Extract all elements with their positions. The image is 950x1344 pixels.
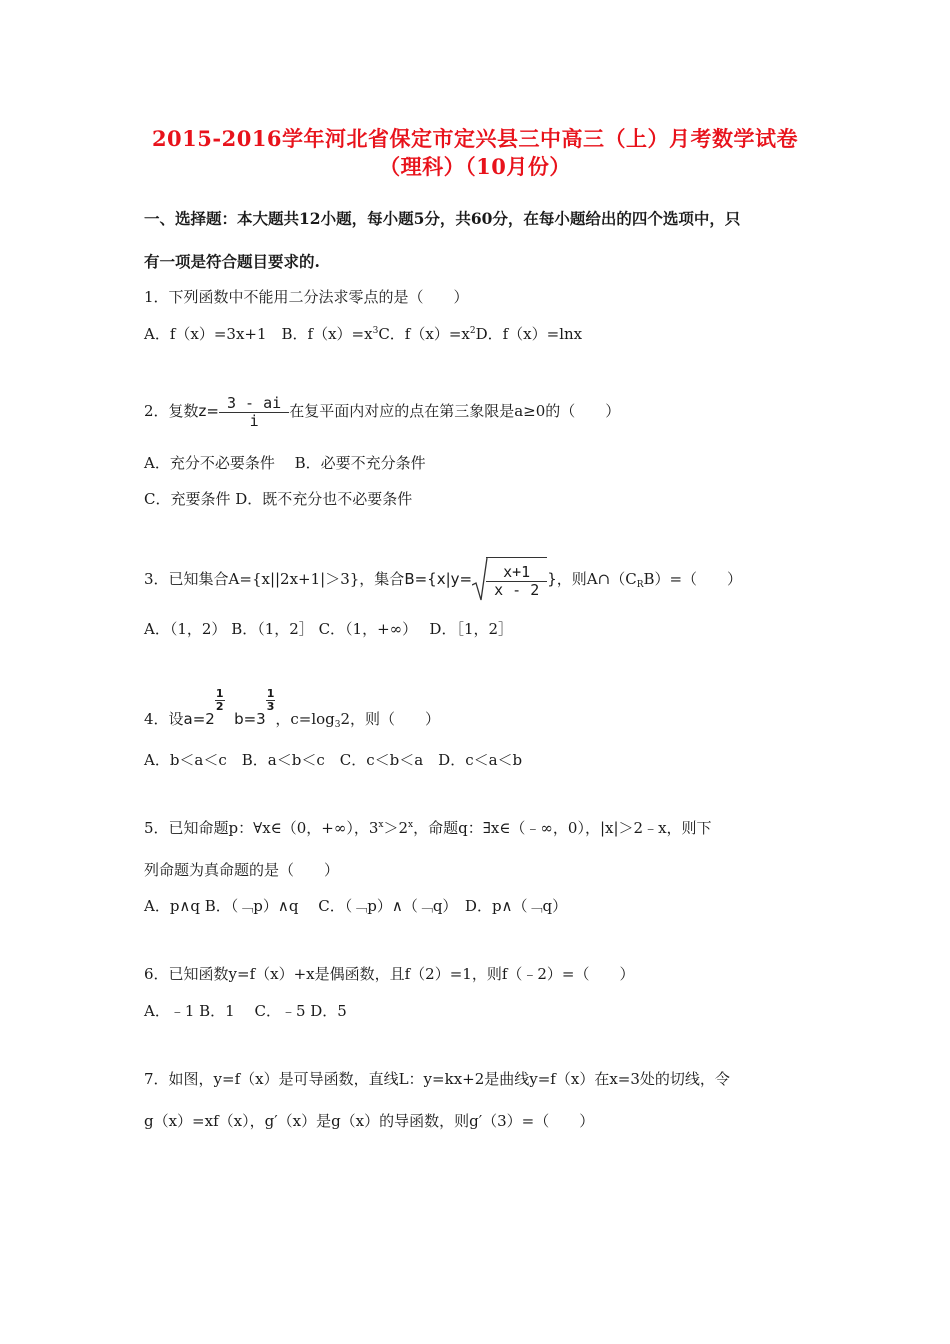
q5-options: A．p∧q B．（﹁p）∧q C．（﹁p）∧（﹁q） D．p∧（﹁q） xyxy=(144,897,568,915)
q4-c-subscript: 3 xyxy=(334,720,341,730)
q4-prefix: 4．设 xyxy=(144,710,184,728)
q3-fraction xyxy=(486,564,547,599)
q4-b-expression xyxy=(234,688,275,742)
q2-options-ab: A．充分不必要条件 B．必要不充分条件 xyxy=(144,454,426,472)
q3-options: A．（1，2） B．（1，2］ C．（1，+∞） D．［1，2］ xyxy=(144,620,514,638)
q2-numerator: 3 - ai xyxy=(219,395,289,413)
q4-a-exp-num: 1 xyxy=(215,687,224,700)
q4-b-exponent xyxy=(266,688,276,713)
q4-a-label: a=2 xyxy=(183,710,215,728)
q1-option-d: D．f（x）=lnx xyxy=(475,325,583,343)
q4-a-exp-den: 2 xyxy=(215,700,224,713)
q1-option-ab: A．f（x）=3x+1 B．f（x）=x xyxy=(144,325,373,343)
q4-b-label: b=3 xyxy=(234,710,266,728)
q2-suffix: 在复平面内对应的点在第三象限是a≥0的（ ） xyxy=(289,402,621,420)
q1-exponent-c: 2 xyxy=(469,326,476,336)
q3-suffix1: ，则A∩（C xyxy=(556,570,637,588)
q4-a-expression xyxy=(184,688,225,742)
q5-exponent-2: x xyxy=(408,820,414,830)
q5-part-c: ，命题q：∃x∈（﹣∞，0），|x|＞2﹣x，则下 xyxy=(413,819,712,837)
q2-fraction xyxy=(219,395,289,430)
q1-options xyxy=(144,324,582,344)
q3-sqrt xyxy=(472,557,547,604)
q5-stem-line2: 列命题为真命题的是（ ） xyxy=(144,861,340,879)
q3-subscript-r: R xyxy=(636,580,644,590)
q5-exponent-1: x xyxy=(378,820,384,830)
sqrt-radical-icon xyxy=(472,557,488,601)
q6-options: A．﹣1 B．1 C．﹣5 D．5 xyxy=(144,1002,347,1020)
q7-stem-line1: 7．如图，y=f（x）是可导函数，直线L：y=kx+2是曲线y=f（x）在x=3处的切线，令 xyxy=(144,1070,730,1088)
q3-close-brace: } xyxy=(547,570,557,588)
q2-stem xyxy=(144,389,620,433)
q4-stem xyxy=(144,688,440,742)
q6-stem: 6．已知函数y=f（x）+x是偶函数，且f（2）=1，则f（﹣2）=（ ） xyxy=(144,965,635,983)
q3-numerator: x+1 xyxy=(486,564,547,582)
q7-stem-line2: g（x）=xf（x），g′（x）是g（x）的导函数，则g′（3）=（ ） xyxy=(144,1112,595,1130)
q1-stem: 1．下列函数中不能用二分法求零点的是（ ） xyxy=(144,288,469,306)
q1-exponent-b: 3 xyxy=(372,326,379,336)
q4-c-part: ，c=log xyxy=(275,710,335,728)
q2-prefix: 2．复数 xyxy=(144,402,199,420)
q4-options: A．b＜a＜c B．a＜b＜c C．c＜b＜a D．c＜a＜b xyxy=(144,751,523,769)
q3-suffix2: B）=（ ） xyxy=(643,570,743,588)
section-header-line2: 有一项是符合题目要求的. xyxy=(144,252,320,271)
q2-denominator: i xyxy=(249,411,259,430)
exam-title-line2: （理科）（10月份） xyxy=(379,154,571,179)
q5-part-b: ＞2 xyxy=(383,819,409,837)
q4-b-exp-den: 3 xyxy=(266,700,275,713)
q5-stem-line1 xyxy=(144,818,712,838)
q3-set-b: B={x|y= xyxy=(404,570,473,588)
q3-stem xyxy=(144,556,742,604)
exam-title-line1: 2015-2016学年河北省保定市定兴县三中高三（上）月考数学试卷 xyxy=(151,126,799,151)
q2-z-label: z= xyxy=(198,402,219,420)
section-header-line1: 一、选择题：本大题共12小题，每小题5分，共60分，在每小题给出的四个选项中，只 xyxy=(144,209,741,228)
q4-a-exponent xyxy=(215,688,225,713)
q4-suffix: 2，则（ ） xyxy=(340,710,441,728)
q5-part-a: 5．已知命题p：∀x∈（0，+∞），3 xyxy=(144,819,379,837)
q4-b-exp-num: 1 xyxy=(266,687,275,700)
q1-option-c: C．f（x）=x xyxy=(378,325,470,343)
q3-prefix: 3．已知集合A={x||2x+1|＞3}，集合 xyxy=(144,570,405,588)
q3-denominator: x - 2 xyxy=(494,581,540,599)
q2-options-cd: C．充要条件 D．既不充分也不必要条件 xyxy=(144,490,413,508)
